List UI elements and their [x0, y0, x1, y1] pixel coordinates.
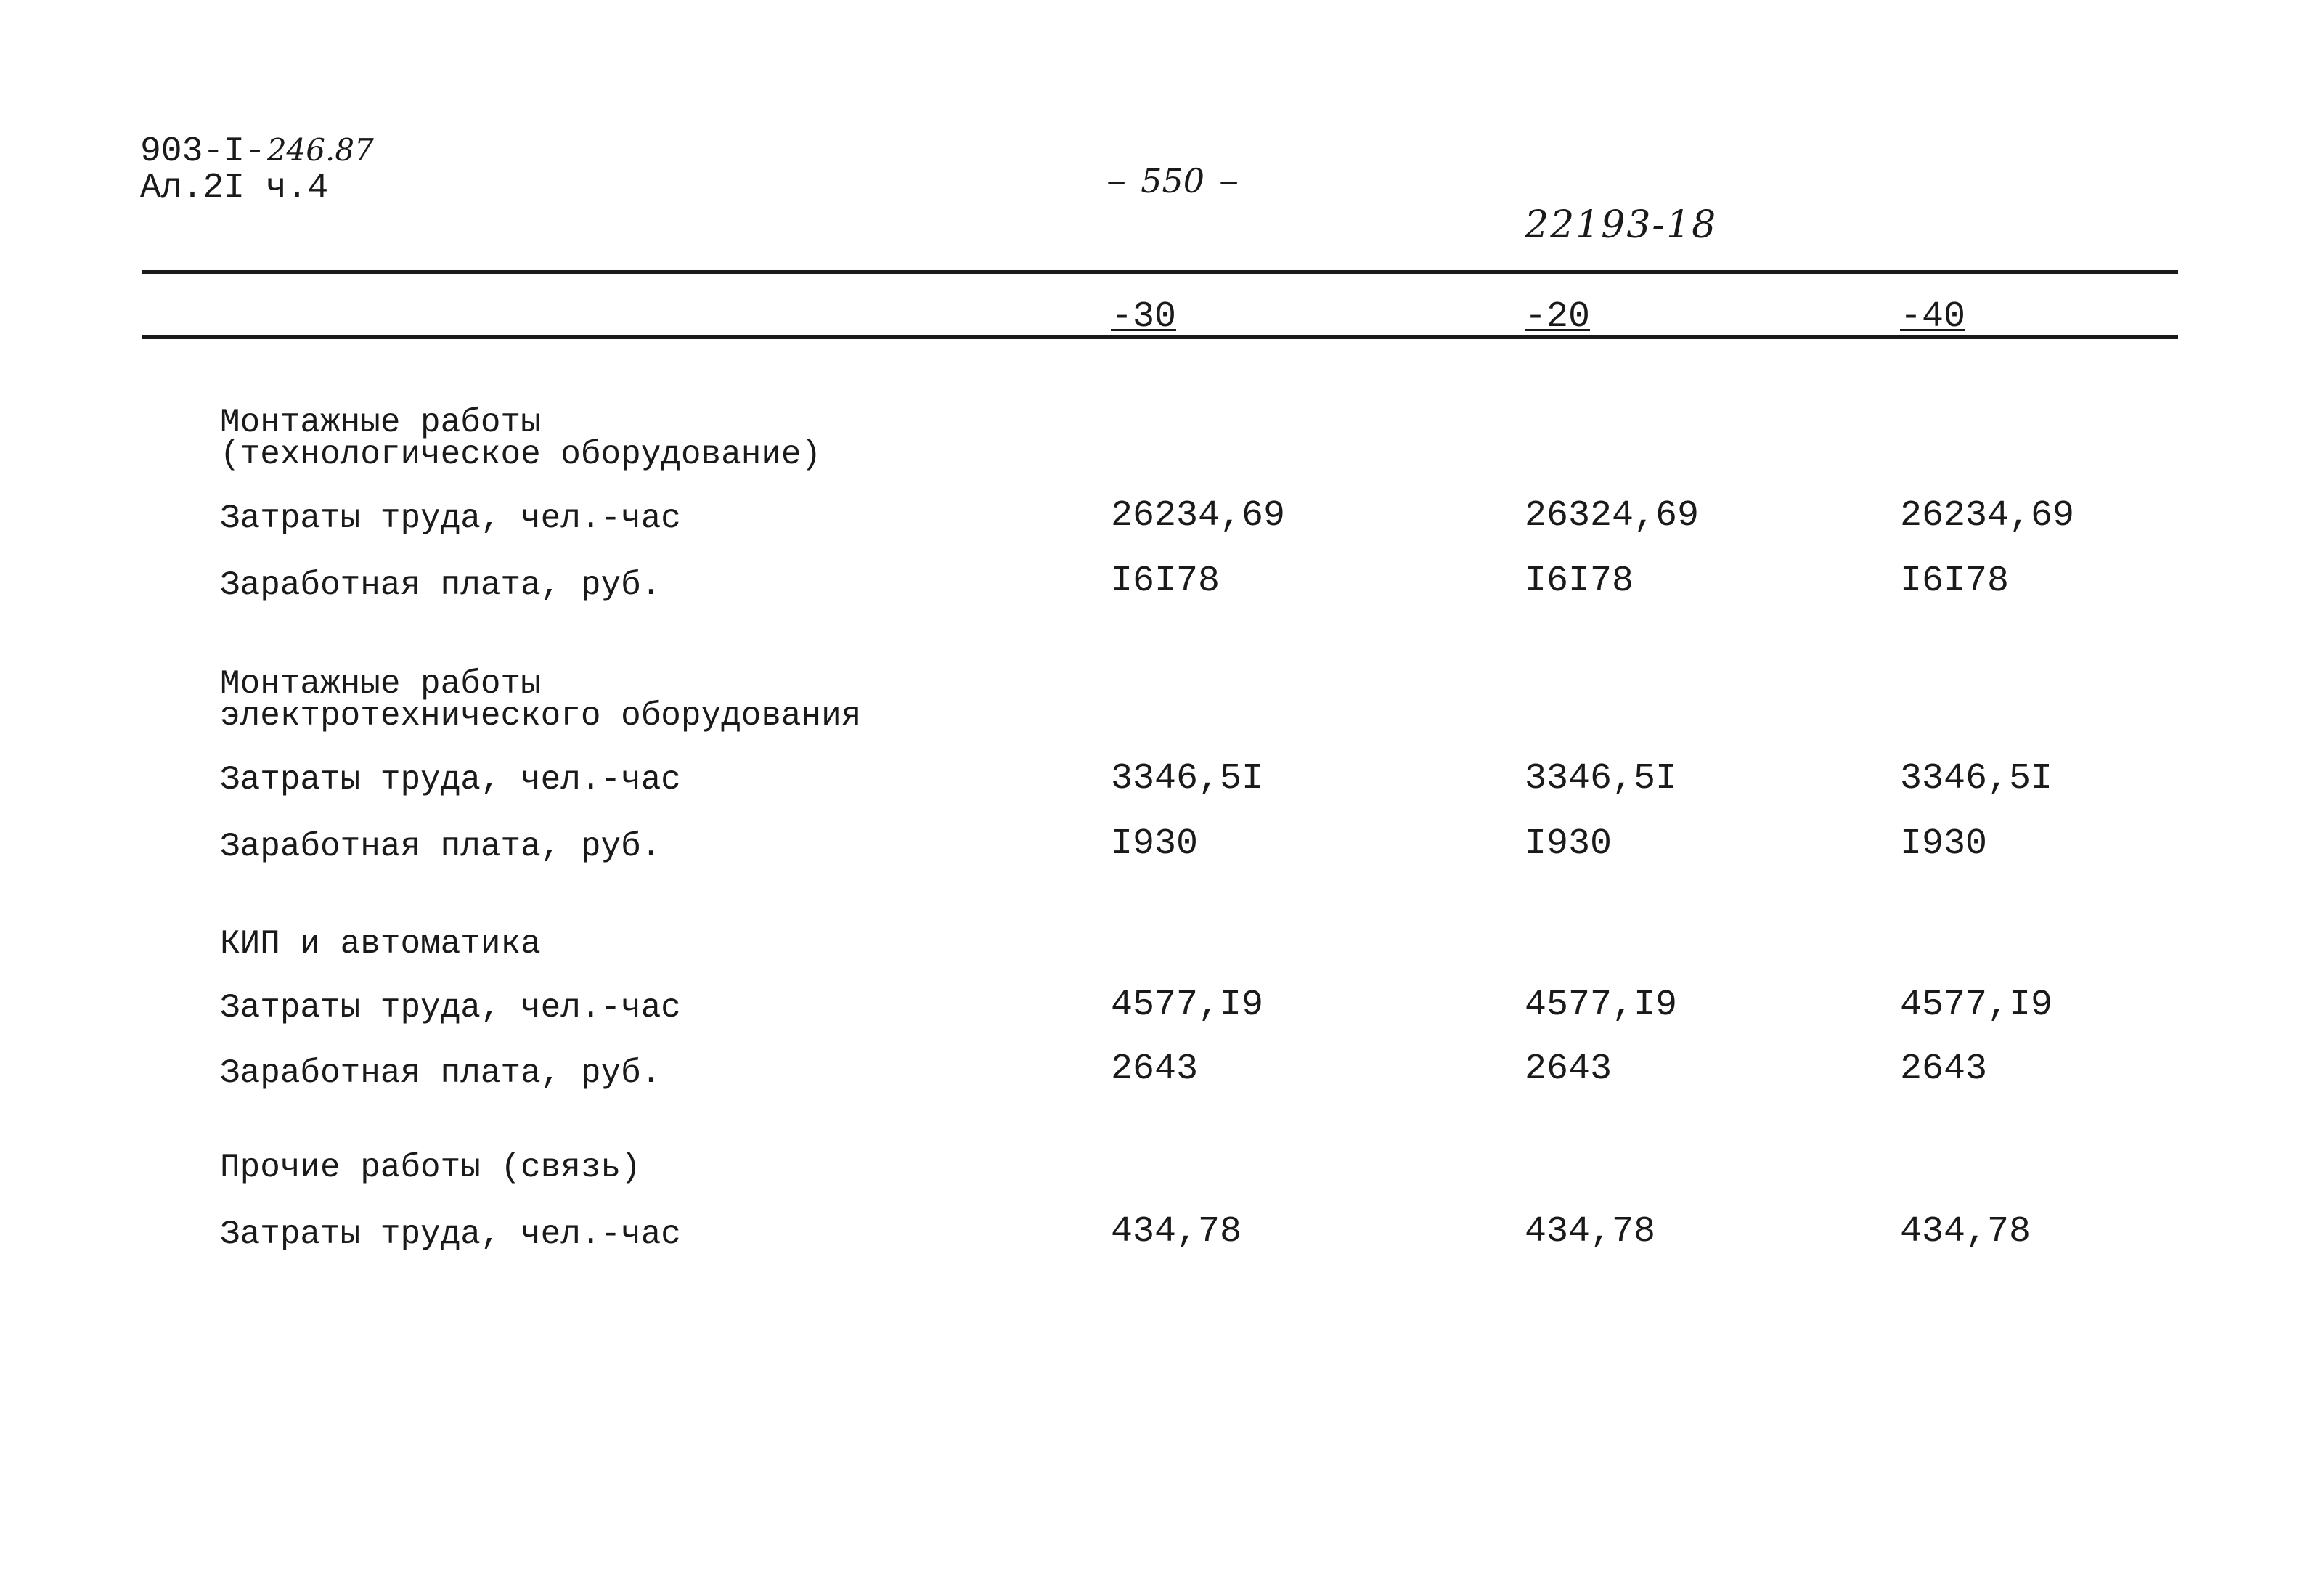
row-value: 3346,5I	[1900, 758, 2053, 799]
page-number: – 550 –	[1105, 161, 1241, 204]
row-value: 2643	[1900, 1049, 1988, 1090]
row-label: Затраты труда, чел.-час	[220, 761, 681, 799]
row-label: Затраты труда, чел.-час	[220, 500, 681, 537]
row-value: I6I78	[1525, 561, 1634, 602]
section-title	[220, 1149, 641, 1186]
row-label: Заработная плата, руб.	[220, 566, 661, 604]
section-title-line: (технологическое оборудование)	[220, 436, 822, 473]
document-code-handwritten: 246.87	[266, 132, 374, 168]
row-label: Затраты труда, чел.-час	[220, 1216, 681, 1253]
row-label: Заработная плата, руб.	[220, 828, 661, 866]
column-header-2: -20	[1525, 296, 1591, 338]
row-value: I930	[1525, 823, 1612, 865]
section-title	[220, 665, 862, 735]
row-value: 2643	[1111, 1049, 1199, 1090]
section-title-line: Монтажные работы	[220, 404, 541, 441]
row-value: I6I78	[1111, 561, 1220, 602]
column-header-1: -30	[1111, 296, 1177, 338]
column-header-3: -40	[1900, 296, 1966, 338]
table-top-rule	[142, 270, 2178, 274]
row-value: 434,78	[1900, 1211, 2031, 1253]
row-value: 26324,69	[1525, 495, 1700, 537]
row-value: 26234,69	[1900, 495, 2075, 537]
row-value: 434,78	[1525, 1211, 1656, 1253]
section-title-line: Прочие работы (связь)	[220, 1149, 641, 1186]
row-value: I930	[1900, 823, 1988, 865]
section-title-line: КИП и автоматика	[220, 925, 541, 963]
row-value: 4577,I9	[1900, 985, 2053, 1026]
sheet-reference: Ал.2I ч.4	[140, 168, 329, 208]
page-number-value: 550	[1141, 161, 1205, 200]
row-value: 3346,5I	[1525, 758, 1678, 799]
row-value: I6I78	[1900, 561, 2010, 602]
section-title-line: Монтажные работы	[220, 665, 541, 703]
document-code	[140, 132, 374, 171]
project-number: 22193-18	[1525, 203, 1718, 247]
section-title	[220, 404, 822, 473]
section-title	[220, 925, 541, 963]
row-label: Затраты труда, чел.-час	[220, 989, 681, 1027]
row-value: 2643	[1525, 1049, 1612, 1090]
row-value: 4577,I9	[1525, 985, 1678, 1026]
row-label: Заработная плата, руб.	[220, 1054, 661, 1092]
row-value: 3346,5I	[1111, 758, 1264, 799]
row-value: I930	[1111, 823, 1199, 865]
section-title-line: электротехнического оборудования	[220, 697, 862, 735]
row-value: 26234,69	[1111, 495, 1286, 537]
row-value: 4577,I9	[1111, 985, 1264, 1026]
row-value: 434,78	[1111, 1211, 1242, 1253]
document-code-printed: 903-I-	[140, 132, 266, 171]
